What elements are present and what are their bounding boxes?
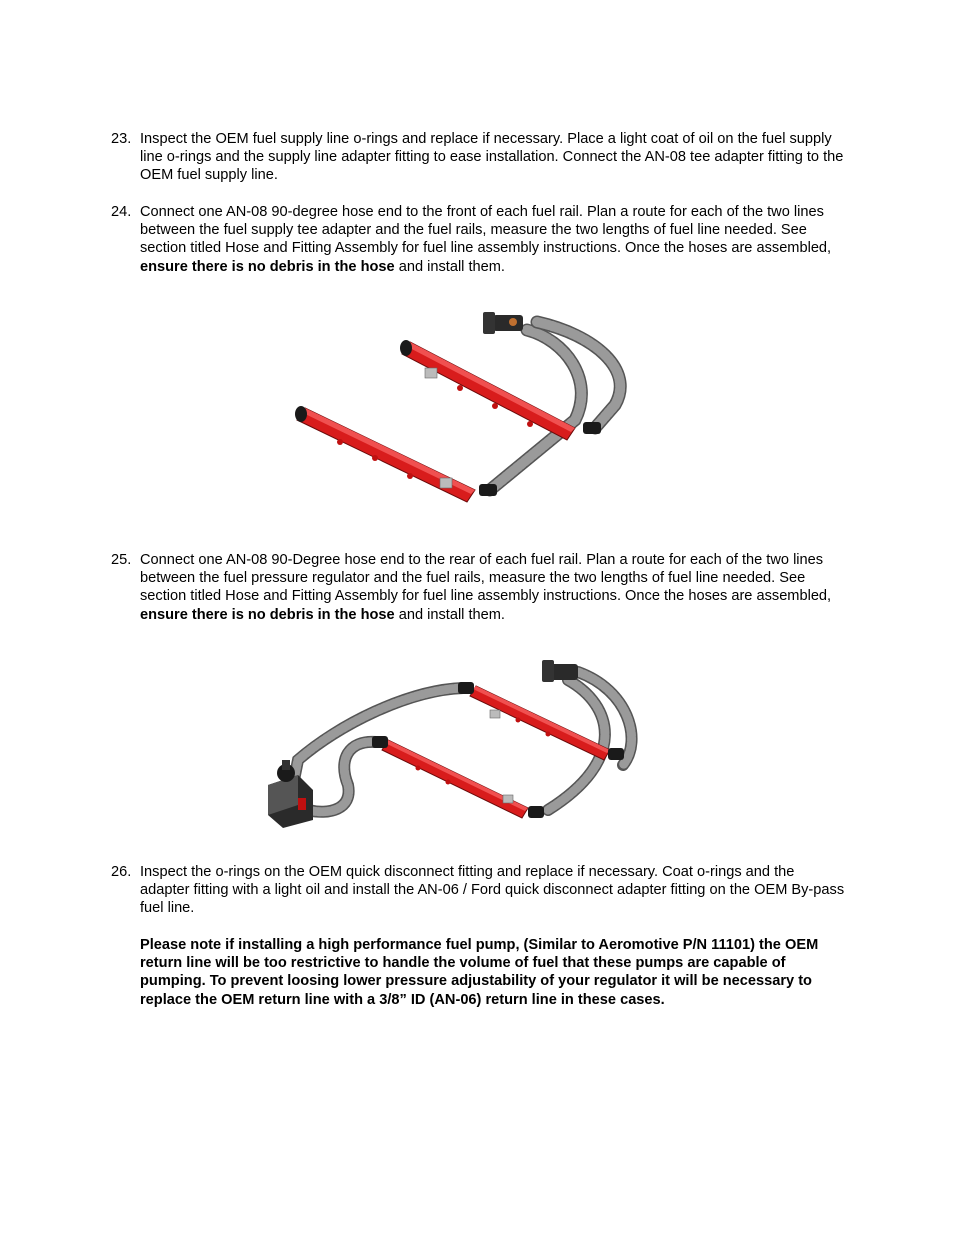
- step-text-emphasis: ensure there is no debris in the hose: [140, 258, 395, 275]
- step-24: [111, 203, 846, 276]
- step-text-part: Connect one AN-08 90-Degree hose end to the rear of each fuel rail. Plan a route for each of the two lines between the fuel pressure regulator and the fuel rails, measure the two lengths of fuel line needed. See section titled Hose and Fitting Assembly for fuel line assembly instructions. Once the hoses are assembled,: [140, 552, 832, 605]
- figure-rear-hoses: [258, 650, 678, 835]
- step-26: [111, 863, 846, 918]
- step-text: Inspect the o-rings on the OEM quick disconnect fitting and replace if necessary. Coat o-rings and the adapter fitting with a light oil and install the AN-06 / Ford quick disconnect adapter fitting on the OEM By-pass fuel line.: [140, 864, 845, 917]
- step-text: [140, 551, 846, 624]
- step-number: 23.: [111, 131, 132, 147]
- step-number: 24.: [111, 204, 132, 220]
- step-23: [111, 130, 846, 185]
- step-text-part: Connect one AN-08 90-degree hose end to the front of each fuel rail. Plan a route for each of the two lines between the fuel supply tee adapter and the fuel rails, measure the two lengths of fuel line needed. See section titled Hose and Fitting Assembly for fuel line assembly instructions. Once the hoses are assembled,: [140, 204, 832, 257]
- step-text: Inspect the OEM fuel supply line o-rings and replace if necessary. Place a light coat of oil on the fuel supply line o-rings and the supply line adapter fitting to ease installation. Connect the AN-08 tee adapter fitting to the OEM fuel supply line.: [140, 131, 844, 184]
- figure-front-hoses: [265, 300, 685, 540]
- step-text-part: and install them.: [394, 258, 505, 275]
- fuel-rail-front-illustration: [265, 300, 685, 540]
- step-25: [111, 551, 846, 624]
- performance-pump-note: Please note if installing a high performance fuel pump, (Similar to Aeromotive P/N 11101) the OEM return line will be too restrictive to handle the volume of fuel that these pumps are capable of pumping. To prevent loosing lower pressure adjustability of your regulator it will be necessary to replace the OEM return line with a 3/8” ID (AN-06) return line in these cases.: [140, 937, 819, 1008]
- step-text-emphasis: ensure there is no debris in the hose: [140, 606, 395, 623]
- step-number: 25.: [111, 552, 132, 568]
- step-text: [140, 203, 846, 276]
- fuel-rail-rear-illustration: [258, 650, 678, 835]
- step-number: 26.: [111, 864, 132, 880]
- step-text-part: and install them.: [394, 606, 505, 623]
